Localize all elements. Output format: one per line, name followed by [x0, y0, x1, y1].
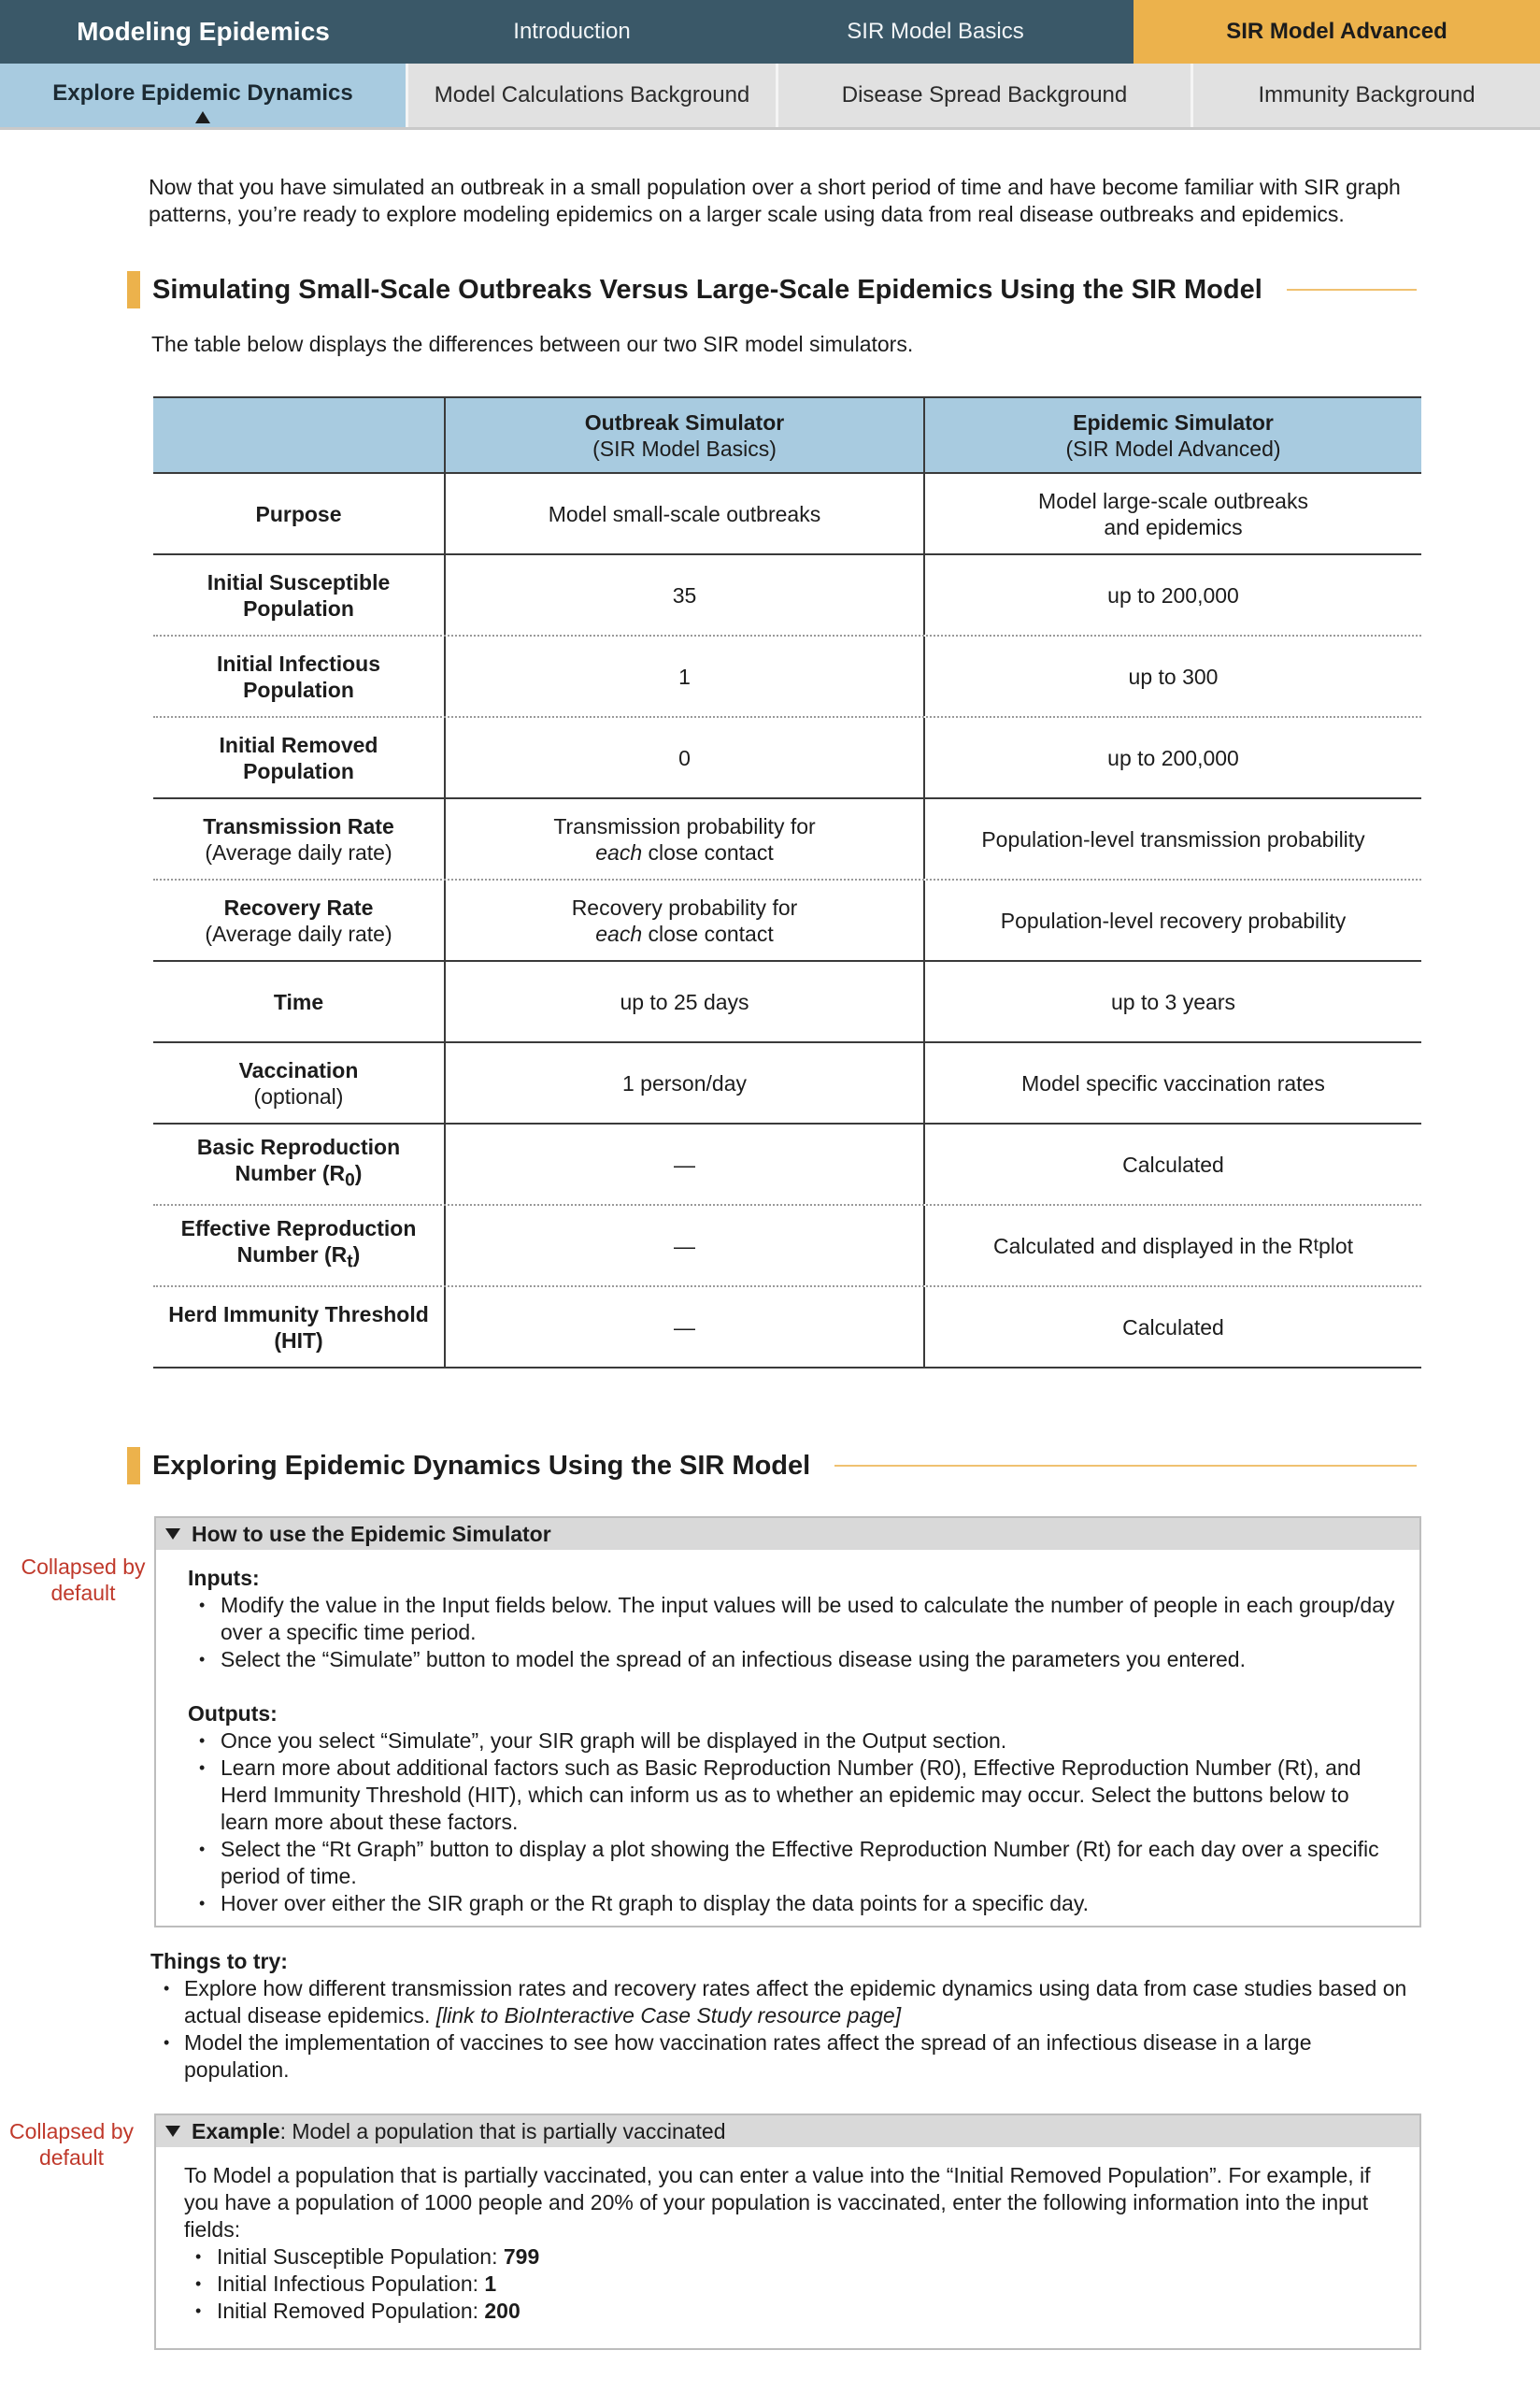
row-label: Time [153, 962, 446, 1041]
row-label-line: (HIT) [274, 1327, 323, 1353]
outputs-list [188, 1727, 1401, 1917]
example-body [156, 2147, 1419, 2325]
cell-emphasis: each [595, 839, 643, 865]
cell-outbreak: 1 person/day [446, 1043, 925, 1123]
row-label-text: Number (R [235, 1161, 346, 1186]
header-cell-empty [153, 398, 446, 472]
row-label-line: (Average daily rate) [205, 921, 392, 946]
subtab-disease-spread-background[interactable]: Disease Spread Background [778, 64, 1193, 127]
example-list [184, 2243, 1401, 2325]
case-study-link[interactable]: [link to BioInteractive Case Study resource page] [435, 2003, 902, 2028]
row-label [153, 1125, 446, 1204]
table-row [153, 474, 1421, 555]
list-item [184, 2243, 1401, 2271]
table-row [153, 881, 1421, 962]
cell-epidemic: Population-level recovery probability [1000, 908, 1347, 933]
row-label [153, 637, 446, 716]
cell-emphasis: each [595, 921, 643, 946]
cell-epidemic: Model specific vaccination rates [1021, 1070, 1325, 1096]
example-title-bold: Example [192, 2118, 280, 2143]
tab-sir-model-advanced[interactable]: SIR Model Advanced [1134, 0, 1540, 64]
cell-outbreak: 0 [446, 718, 925, 797]
cell-epidemic: Population-level transmission probability [981, 826, 1365, 852]
inputs-label: Inputs: [188, 1566, 260, 1590]
row-label-line: Population [243, 758, 354, 783]
row-label-line: Effective Reproduction [180, 1216, 417, 1241]
row-label [153, 1206, 446, 1285]
intro-paragraph: Now that you have simulated an outbreak in a small population over a short period of time and have become familiar with SIR graph patterns, you’re ready to explore modeling epidemics on a larger scale using data from real disease outbreaks and epidemics. [149, 175, 1401, 226]
cell-epidemic: Calculated [1122, 1152, 1224, 1177]
cell-line [553, 839, 815, 866]
cell-epidemic: up to 3 years [1111, 989, 1235, 1014]
cell-outbreak: 1 [446, 637, 925, 716]
outputs-label: Outputs: [188, 1701, 278, 1726]
subtab-immunity-background[interactable]: Immunity Background [1258, 82, 1476, 107]
tab-sir-model-basics[interactable]: SIR Model Basics [847, 19, 1024, 44]
section-heading-exploring [127, 1447, 1417, 1484]
howto-title: How to use the Epidemic Simulator [192, 1521, 551, 1546]
things-to-try [150, 1948, 1421, 2084]
row-label-line: Initial Susceptible [207, 569, 391, 595]
cell-epidemic: Calculated [1122, 1314, 1224, 1340]
cell-epidemic [925, 474, 1421, 553]
example-paragraph: To Model a population that is partially vaccinated, you can enter a value into the “Initial Removed Population”. For example, if you have a population of 1000 people and 20% of your population is vaccinated, enter the following information into the input fields: [184, 2163, 1371, 2242]
row-label-line: Initial Removed [219, 732, 378, 757]
table-intro: The table below displays the differences between our two SIR model simulators. [151, 332, 914, 356]
item-label: Initial Susceptible Population: [217, 2244, 504, 2269]
list-item: • Select the “Rt Graph” button to display a plot showing the Effective Reproduction Number (Rt) for each day over a specific period of time. [188, 1836, 1401, 1890]
cell-outbreak: Model small-scale outbreaks [446, 474, 925, 553]
howto-collapsible [154, 1516, 1421, 1927]
row-label: Purpose [153, 474, 446, 553]
header-subtitle: (SIR Model Basics) [592, 436, 777, 461]
table-row [153, 1206, 1421, 1287]
header-title: Outbreak Simulator [584, 409, 785, 435]
table-row [153, 718, 1421, 799]
subscript: t [1313, 1235, 1319, 1255]
subtab-explore-epidemic-dynamics[interactable] [0, 64, 408, 127]
header-subtitle: (SIR Model Advanced) [1065, 436, 1281, 461]
inputs-list [188, 1592, 1401, 1673]
list-item [184, 2271, 1401, 2298]
row-label-line: (optional) [253, 1083, 344, 1109]
things-label: Things to try: [150, 1949, 288, 1973]
row-label-text: Number (R [236, 1242, 348, 1268]
things-list [150, 1975, 1421, 2084]
cell-line: Model large-scale outbreaks [1038, 488, 1308, 513]
subscript: 0 [345, 1170, 355, 1191]
howto-toggle[interactable] [156, 1518, 1419, 1550]
cell-line [572, 921, 798, 947]
row-label-line: Initial Infectious [216, 651, 381, 676]
cell-text: close contact [642, 839, 774, 865]
cell-text: plot [1318, 1233, 1354, 1258]
list-item [184, 2298, 1401, 2325]
cell-outbreak [446, 799, 925, 879]
sub-nav [0, 64, 1540, 130]
example-collapsible [154, 2114, 1421, 2350]
row-label [153, 881, 446, 960]
row-label-line: Herd Immunity Threshold [168, 1301, 429, 1326]
row-label [153, 1287, 446, 1367]
cell-outbreak: — [446, 1206, 925, 1285]
list-item: • Model the implementation of vaccines to see how vaccination rates affect the spread of an infectious disease in a large population. [150, 2029, 1421, 2084]
list-item: • Hover over either the SIR graph or the Rt graph to display the data points for a specific day. [188, 1890, 1401, 1917]
row-label-line: Basic Reproduction [196, 1135, 401, 1160]
tab-introduction[interactable]: Introduction [513, 19, 631, 44]
triangle-down-icon [165, 2126, 180, 2137]
row-label-text: ) [352, 1242, 361, 1268]
annotation-collapsed-default: Collapsed by default [9, 2119, 134, 2170]
row-label [153, 799, 446, 879]
item-value: 200 [484, 2299, 520, 2323]
row-label-line [181, 1241, 417, 1276]
item-value: 799 [503, 2244, 540, 2269]
cell-line: Recovery probability for [571, 895, 798, 920]
row-label [153, 1043, 446, 1123]
row-label-text: ) [354, 1161, 363, 1186]
header-cell-epidemic [925, 398, 1421, 472]
table-row [153, 962, 1421, 1043]
row-label-line: (Average daily rate) [205, 839, 392, 865]
table-row [153, 1043, 1421, 1125]
table-header-row [153, 396, 1421, 474]
example-toggle[interactable] [156, 2115, 1419, 2147]
cell-line: and epidemics [1104, 514, 1243, 539]
list-item: • Once you select “Simulate”, your SIR graph will be displayed in the Output section. [188, 1727, 1401, 1755]
row-label-line: Vaccination [238, 1057, 359, 1082]
cell-epidemic [925, 1206, 1421, 1285]
row-label [153, 555, 446, 635]
section-heading-simulating [127, 271, 1417, 308]
table-row [153, 637, 1421, 718]
triangle-down-icon [165, 1528, 180, 1540]
top-nav [0, 0, 1540, 64]
heading-rule [1287, 289, 1417, 291]
item-value: 1 [484, 2271, 497, 2296]
cell-epidemic: up to 200,000 [1107, 582, 1239, 608]
cell-epidemic: up to 200,000 [1107, 745, 1239, 770]
subtab-label: Explore Epidemic Dynamics [52, 80, 353, 106]
subscript: t [347, 1252, 353, 1272]
table-row [153, 1287, 1421, 1368]
item-text: Explore how different transmission rates and recovery rates affect the epidemic dynamics using data from case studies based on actual disease epidemics. [184, 1976, 1407, 2028]
row-label-line [197, 1160, 400, 1195]
cell-text: Calculated and displayed in the R [992, 1233, 1314, 1258]
row-label-line: Population [243, 677, 354, 702]
site-brand[interactable]: Modeling Epidemics [77, 17, 330, 46]
table-row [153, 1125, 1421, 1206]
cell-epidemic: up to 300 [1128, 664, 1219, 689]
row-label-line: Transmission Rate [203, 813, 394, 838]
list-item: • Learn more about additional factors such as Basic Reproduction Number (R0), Effective Reproduction Number (Rt), and Herd Immunity Threshold (HIT), which can inform us as to whether an epidemic may occur. Select the buttons below to learn more about these factors. [188, 1755, 1401, 1836]
cell-line: Transmission probability for [553, 813, 816, 838]
item-label: Initial Infectious Population: [217, 2271, 485, 2296]
header-title: Epidemic Simulator [1073, 409, 1274, 435]
heading-accent-bar [127, 1447, 140, 1484]
cell-outbreak [446, 881, 925, 960]
cell-text: close contact [642, 921, 774, 946]
table-row [153, 555, 1421, 637]
list-item: • Modify the value in the Input fields below. The input values will be used to calculate the number of people in each group/day over a specific time period. [188, 1592, 1401, 1646]
cell-outbreak: 35 [446, 555, 925, 635]
cell-outbreak: — [446, 1125, 925, 1204]
list-item [150, 1975, 1421, 2029]
item-label: Initial Removed Population: [217, 2299, 485, 2323]
heading-rule [834, 1465, 1417, 1467]
row-label [153, 718, 446, 797]
row-label-line: Population [243, 595, 354, 621]
annotation-collapsed-default: Collapsed by default [21, 1555, 146, 1605]
section-title: Simulating Small-Scale Outbreaks Versus Large-Scale Epidemics Using the SIR Model [152, 274, 1262, 305]
howto-body [156, 1550, 1419, 1917]
row-label-line: Recovery Rate [223, 895, 374, 920]
header-cell-outbreak [446, 398, 925, 472]
list-item: • Select the “Simulate” button to model the spread of an infectious disease using the parameters you entered. [188, 1646, 1401, 1673]
section-title: Exploring Epidemic Dynamics Using the SIR Model [152, 1450, 811, 1481]
comparison-table [153, 396, 1421, 1368]
cell-outbreak: — [446, 1287, 925, 1367]
example-title-rest: : Model a population that is partially vaccinated [279, 2118, 726, 2143]
table-row [153, 799, 1421, 881]
heading-accent-bar [127, 271, 140, 308]
cell-outbreak: up to 25 days [446, 962, 925, 1041]
caret-up-icon [195, 111, 210, 123]
subtab-model-calculations-background[interactable]: Model Calculations Background [408, 64, 778, 127]
